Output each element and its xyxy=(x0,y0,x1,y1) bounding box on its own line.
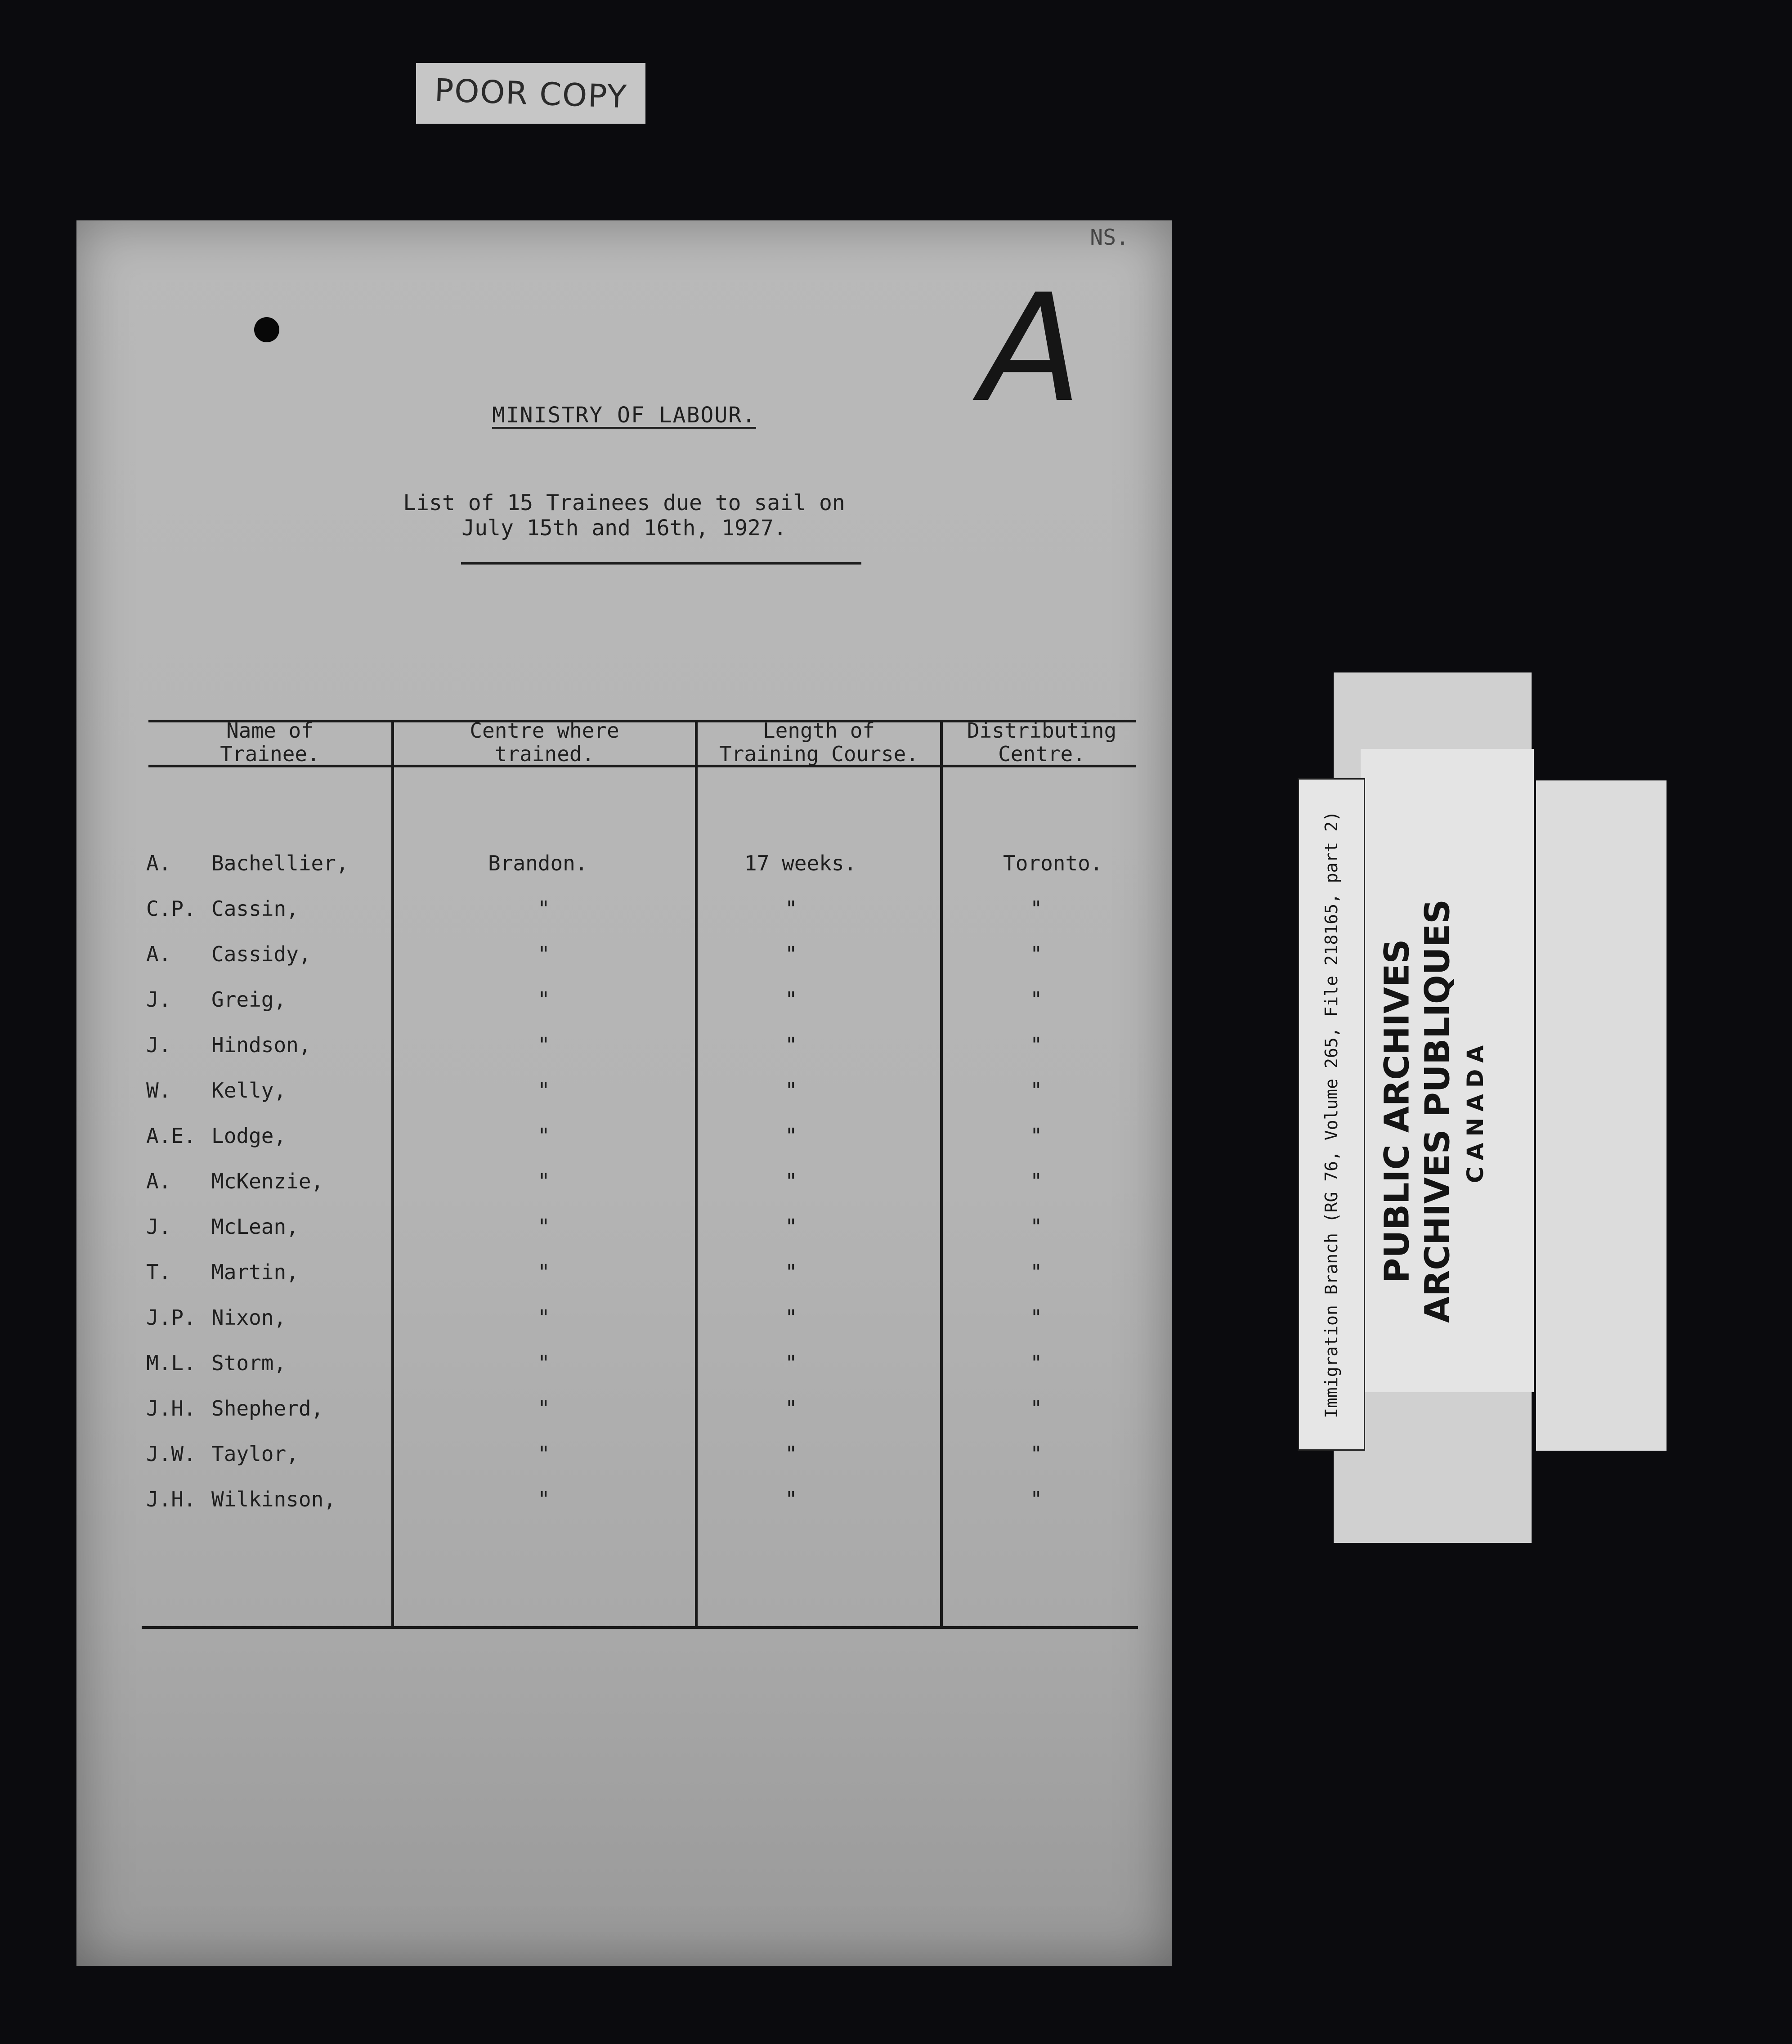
distributing-centre: " xyxy=(1030,1305,1043,1330)
trainee-initials: W. xyxy=(146,1078,171,1103)
trainee-surname: Greig, xyxy=(211,987,287,1012)
training-centre: " xyxy=(538,987,550,1012)
trainee-surname: Bachellier, xyxy=(211,851,349,875)
subtitle-rule xyxy=(461,562,861,565)
trainee-surname: McKenzie, xyxy=(211,1169,324,1193)
distributing-centre: " xyxy=(1030,1396,1043,1421)
distributing-centre: " xyxy=(1030,1215,1043,1239)
distributing-centre: " xyxy=(1030,1442,1043,1466)
course-length: " xyxy=(785,987,797,1012)
training-centre: " xyxy=(538,1124,550,1148)
training-centre: " xyxy=(538,1442,550,1466)
training-centre: " xyxy=(538,1033,550,1057)
course-length: " xyxy=(785,1487,797,1511)
trainee-initials: J. xyxy=(146,1215,171,1239)
column-divider-3 xyxy=(940,720,943,1626)
document-subtitle: List of 15 Trainees due to sail on July 15th and 16th, 1927. xyxy=(403,490,845,541)
trainee-initials: C.P. xyxy=(146,896,196,921)
document-title-text: MINISTRY OF LABOUR. xyxy=(492,403,757,428)
trainee-initials: J.W. xyxy=(146,1442,196,1466)
trainee-initials: A.E. xyxy=(146,1124,196,1148)
trainee-surname: Cassin, xyxy=(211,896,299,921)
handwritten-annotation: A xyxy=(981,262,1082,435)
trainee-surname: Hindson, xyxy=(211,1033,311,1057)
course-length: " xyxy=(785,1260,797,1284)
training-centre: " xyxy=(538,1487,550,1511)
training-centre: " xyxy=(538,896,550,921)
archive-tag-flap xyxy=(1536,780,1667,1451)
trainee-initials: J. xyxy=(146,987,171,1012)
training-centre: Brandon. xyxy=(488,851,588,875)
trainee-initials: M.L. xyxy=(146,1351,196,1375)
trainee-initials: J.H. xyxy=(146,1487,196,1511)
distributing-centre: Toronto. xyxy=(1003,851,1103,875)
trainee-initials: T. xyxy=(146,1260,171,1284)
table-bottom-rule xyxy=(142,1626,1138,1629)
distributing-centre: " xyxy=(1030,1078,1043,1103)
trainee-initials: A. xyxy=(146,1169,171,1193)
course-length: " xyxy=(785,1351,797,1375)
training-centre: " xyxy=(538,1305,550,1330)
distributing-centre: " xyxy=(1030,1124,1043,1148)
trainee-initials: J.H. xyxy=(146,1396,196,1421)
distributing-centre: " xyxy=(1030,1487,1043,1511)
trainee-surname: Kelly, xyxy=(211,1078,287,1103)
archive-reference: Immigration Branch (RG 76, Volume 265, File 218165, part 2) xyxy=(1322,811,1341,1418)
training-centre: " xyxy=(538,1396,550,1421)
course-length: " xyxy=(785,896,797,921)
archive-stamp xyxy=(1365,868,1514,1354)
distributing-centre: " xyxy=(1030,1169,1043,1193)
archive-line-country: CANADA xyxy=(1462,1039,1488,1183)
trainee-initials: J.P. xyxy=(146,1305,196,1330)
course-length: " xyxy=(785,1033,797,1057)
trainee-surname: Wilkinson, xyxy=(211,1487,336,1511)
document-page xyxy=(76,220,1172,1966)
distributing-centre: " xyxy=(1030,1260,1043,1284)
trainee-surname: Taylor, xyxy=(211,1442,299,1466)
column-header-name: Name of Trainee. xyxy=(220,718,320,766)
column-divider-2 xyxy=(695,720,698,1626)
document-title xyxy=(76,403,1172,428)
distributing-centre: " xyxy=(1030,896,1043,921)
distributing-centre: " xyxy=(1030,942,1043,966)
trainee-surname: Lodge, xyxy=(211,1124,287,1148)
distributing-centre: " xyxy=(1030,987,1043,1012)
trainee-surname: Shepherd, xyxy=(211,1396,324,1421)
archive-reference-strip xyxy=(1298,778,1365,1451)
course-length: " xyxy=(785,1169,797,1193)
course-length: 17 weeks. xyxy=(744,851,857,875)
trainee-surname: McLean, xyxy=(211,1215,299,1239)
document-code: NS. xyxy=(1090,225,1129,250)
trainee-initials: A. xyxy=(146,851,171,875)
trainee-surname: Martin, xyxy=(211,1260,299,1284)
course-length: " xyxy=(785,1396,797,1421)
punch-hole xyxy=(254,317,279,342)
training-centre: " xyxy=(538,1215,550,1239)
course-length: " xyxy=(785,1078,797,1103)
course-length: " xyxy=(785,1305,797,1330)
column-header-centre: Centre where trained. xyxy=(470,718,619,766)
training-centre: " xyxy=(538,942,550,966)
distributing-centre: " xyxy=(1030,1033,1043,1057)
training-centre: " xyxy=(538,1078,550,1103)
course-length: " xyxy=(785,1124,797,1148)
trainee-surname: Nixon, xyxy=(211,1305,287,1330)
course-length: " xyxy=(785,1215,797,1239)
archive-line-french: ARCHIVES PUBLIQUES xyxy=(1417,899,1457,1323)
training-centre: " xyxy=(538,1351,550,1375)
trainee-surname: Cassidy, xyxy=(211,942,311,966)
training-centre: " xyxy=(538,1260,550,1284)
trainee-initials: J. xyxy=(146,1033,171,1057)
course-length: " xyxy=(785,1442,797,1466)
column-header-distributing: Distributing Centre. xyxy=(967,718,1117,766)
archive-line-english: PUBLIC ARCHIVES xyxy=(1376,939,1417,1283)
course-length: " xyxy=(785,942,797,966)
poor-copy-label xyxy=(416,63,645,124)
distributing-centre: " xyxy=(1030,1351,1043,1375)
poor-copy-text: POOR COPY xyxy=(434,72,628,115)
training-centre: " xyxy=(538,1169,550,1193)
column-header-length: Length of Training Course. xyxy=(719,718,919,766)
column-divider-1 xyxy=(391,720,394,1626)
trainee-initials: A. xyxy=(146,942,171,966)
trainee-surname: Storm, xyxy=(211,1351,287,1375)
